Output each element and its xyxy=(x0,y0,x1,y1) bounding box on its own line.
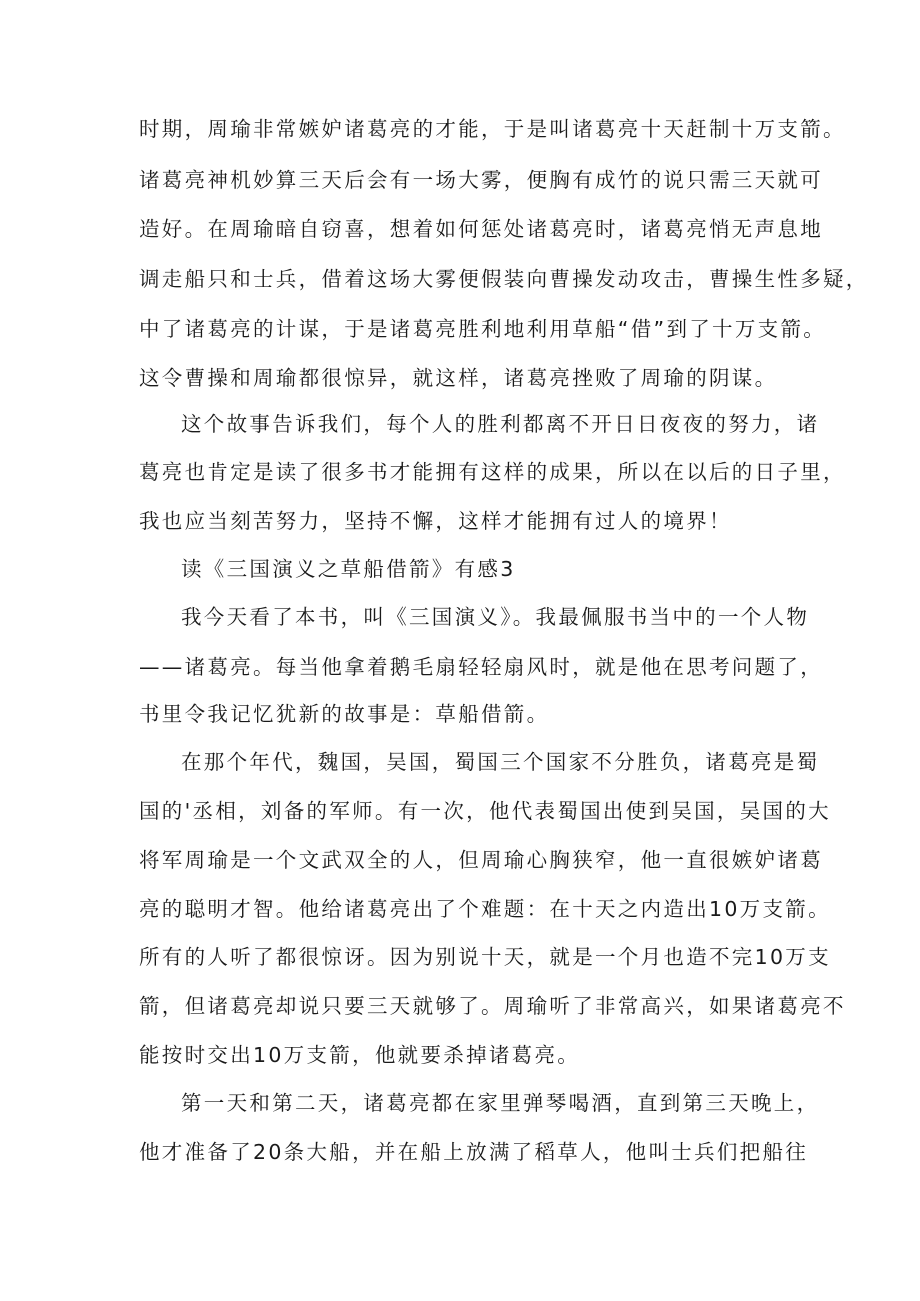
text-line-9: 我也应当刻苦努力，坚持不懈，这样才能拥有过人的境界！ xyxy=(139,509,732,533)
text-line-12: ——诸葛亮。每当他拿着鹅毛扇轻轻扇风时，就是他在思考问题了， xyxy=(139,655,823,679)
text-line-22: 他才准备了20条大船，并在船上放满了稻草人，他叫士兵们把船往 xyxy=(139,1140,809,1164)
text-line-3: 造好。在周瑜暗自窃喜，想着如何惩处诸葛亮时，诸葛亮悄无声息地 xyxy=(139,217,823,241)
text-line-16: 将军周瑜是一个文武双全的人，但周瑜心胸狭窄，他一直很嫉妒诸葛 xyxy=(139,848,823,872)
text-line-2: 诸葛亮神机妙算三天后会有一场大雾，便胸有成竹的说只需三天就可 xyxy=(139,168,823,192)
section-heading: 读《三国演义之草船借箭》有感3 xyxy=(181,557,516,581)
text-line-14: 在那个年代，魏国，吴国，蜀国三个国家不分胜负，诸葛亮是蜀 xyxy=(181,750,820,774)
text-line-5: 中了诸葛亮的计谋，于是诸葛亮胜利地利用草船“借”到了十万支箭。 xyxy=(139,317,827,341)
text-line-19: 箭，但诸葛亮却说只要三天就够了。周瑜听了非常高兴，如果诸葛亮不 xyxy=(139,994,846,1018)
text-line-8: 葛亮也肯定是读了很多书才能拥有这样的成果，所以在以后的日子里， xyxy=(139,460,846,484)
text-line-6: 这令曹操和周瑜都很惊异，就这样，诸葛亮挫败了周瑜的阴谋。 xyxy=(139,366,778,390)
text-line-4: 调走船只和士兵，借着这场大雾便假装向曹操发动攻击，曹操生性多疑， xyxy=(139,267,869,291)
text-line-20: 能按时交出10万支箭，他就要杀掉诸葛亮。 xyxy=(139,1043,581,1067)
text-line-15: 国的'丞相，刘备的军师。有一次，他代表蜀国出使到吴国，吴国的大 xyxy=(139,799,831,823)
text-line-7: 这个故事告诉我们，每个人的胜利都离不开日日夜夜的努力，诸 xyxy=(181,412,820,436)
text-line-17: 亮的聪明才智。他给诸葛亮出了个难题：在十天之内造出10万支箭。 xyxy=(139,897,831,921)
text-line-13: 书里令我记忆犹新的故事是：草船借箭。 xyxy=(139,702,550,726)
text-line-18: 所有的人听了都很惊讶。因为别说十天，就是一个月也造不完10万支 xyxy=(139,945,831,969)
text-line-21: 第一天和第二天，诸葛亮都在家里弹琴喝酒，直到第三天晚上， xyxy=(181,1091,820,1115)
text-line-11: 我今天看了本书，叫《三国演义》。我最佩服书当中的一个人物 xyxy=(181,605,810,629)
text-line-1: 时期，周瑜非常嫉妒诸葛亮的才能，于是叫诸葛亮十天赶制十万支箭。 xyxy=(139,117,846,141)
